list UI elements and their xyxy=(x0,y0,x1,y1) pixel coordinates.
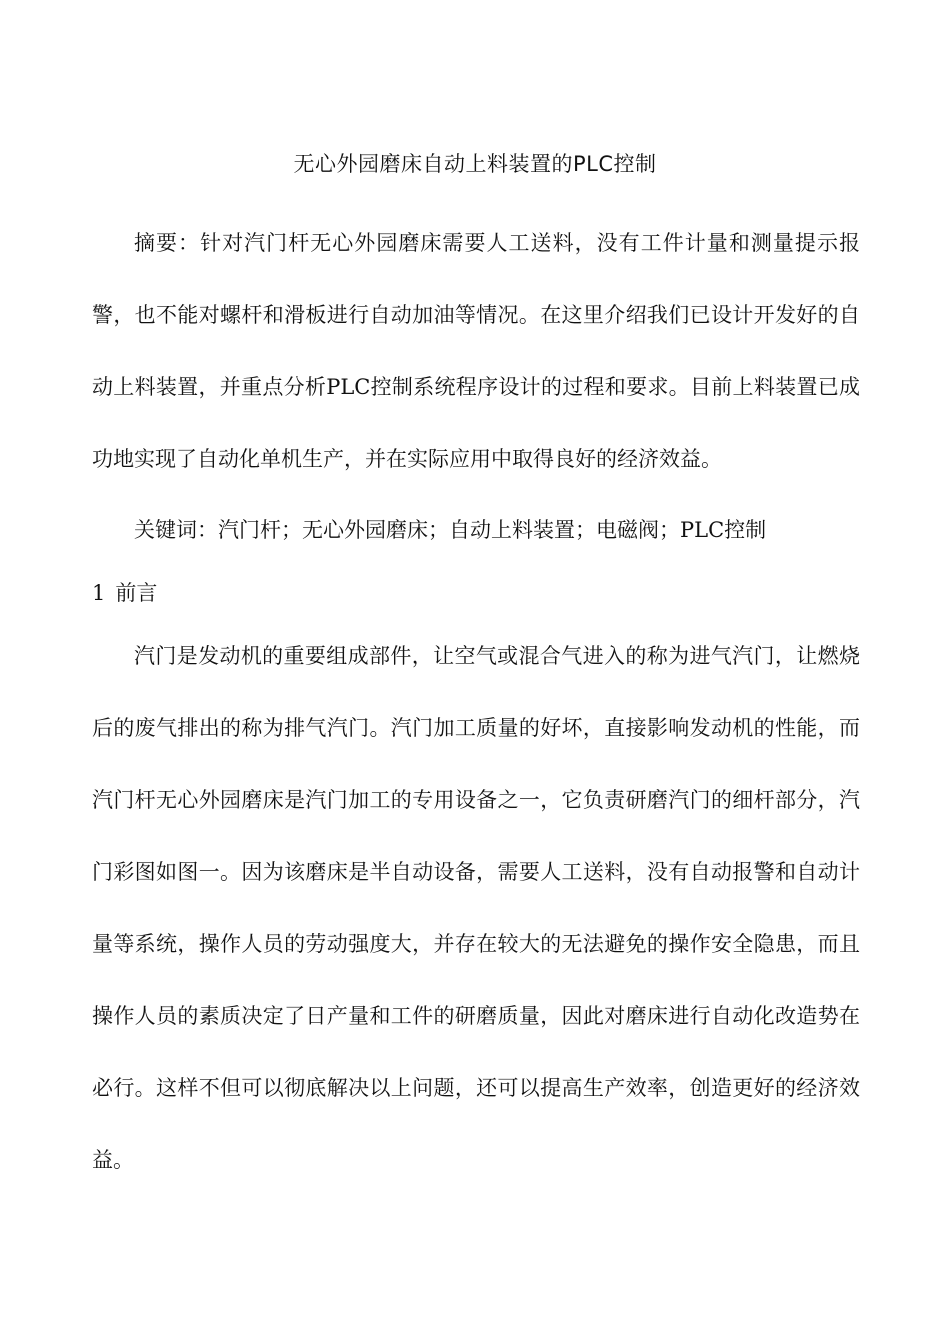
document-title: 无心外园磨床自动上料装置的PLC控制 xyxy=(293,152,657,176)
abstract-text: 针对汽门杆无心外园磨床需要人工送料，没有工件计量和测量提示报警，也不能对螺杆和滑板进行自动加油等情况。在这里介绍我们已设计开发好的自动上料装置，并重点分析PLC控制系统程序设计的过程和要求。目前上料装置已成功地实现了自动化单机生产，并在实际应用中取得良好的经济效益。 xyxy=(92,231,860,471)
section-title: 前言 xyxy=(115,581,158,605)
keywords-line xyxy=(134,512,864,548)
keywords-label: 关键词： xyxy=(134,518,218,542)
keywords-text: 汽门杆；无心外园磨床；自动上料装置；电磁阀；PLC控制 xyxy=(218,518,767,542)
intro-paragraph: 汽门是发动机的重要组成部件，让空气或混合气进入的称为进气汽门，让燃烧后的废气排出的称为排气汽门。汽门加工质量的好坏，直接影响发动机的性能，而汽门杆无心外园磨床是汽门加工的专用设备之一，它负责研磨汽门的细杆部分，汽门彩图如图一。因为该磨床是半自动设备，需要人工送料，没有自动报警和自动计量等系统，操作人员的劳动强度大，并存在较大的无法避免的操作安全隐患，而且操作人员的素质决定了日产量和工件的研磨质量，因此对磨床进行自动化改造势在必行。这样不但可以彻底解决以上问题，还可以提高生产效率，创造更好的经济效益。 xyxy=(92,644,860,1172)
section-heading xyxy=(92,575,157,611)
abstract-paragraph xyxy=(92,207,860,495)
section-number: 1 xyxy=(92,581,106,605)
abstract-label: 摘要： xyxy=(134,231,201,255)
